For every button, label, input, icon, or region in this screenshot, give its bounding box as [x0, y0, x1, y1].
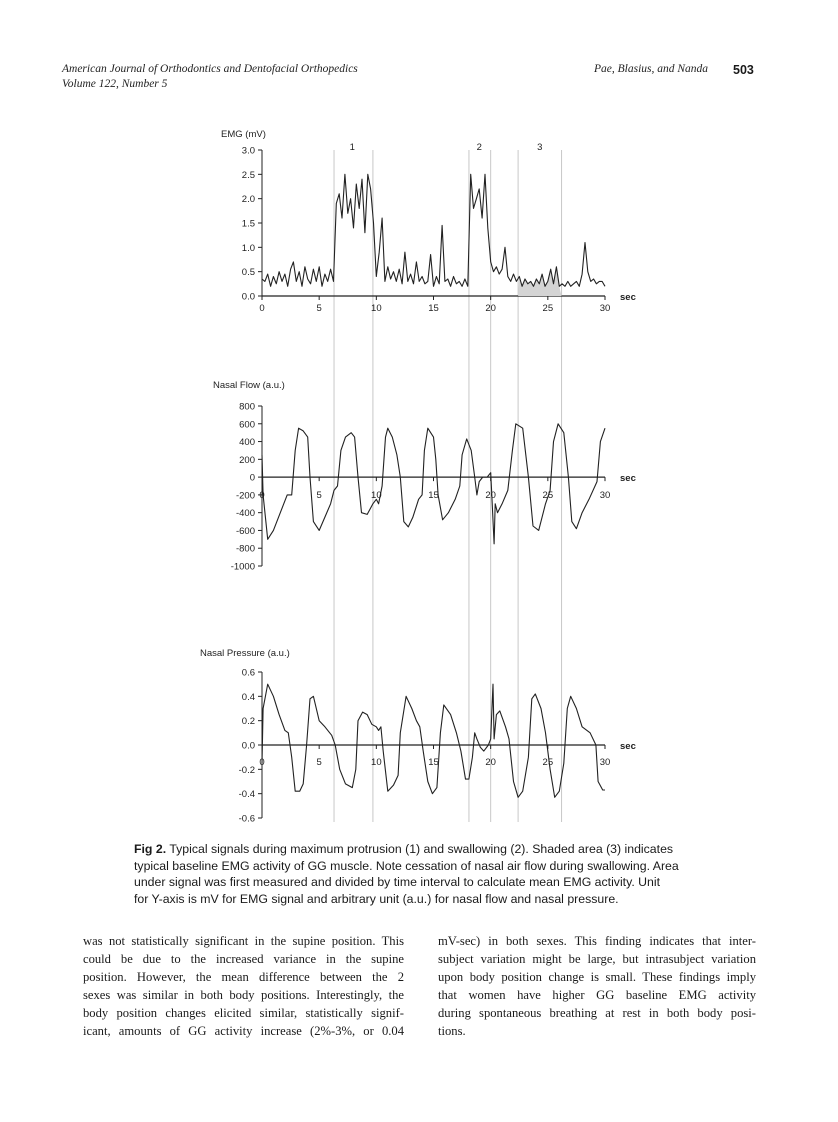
caption-line-1 — [134, 841, 712, 858]
x-axis-unit-label: sec — [620, 741, 636, 752]
x-tick-label: 30 — [599, 303, 611, 314]
y-tick-label: 200 — [239, 454, 255, 466]
x-tick-label: 0 — [259, 303, 265, 314]
x-tick-label: 25 — [542, 490, 554, 501]
y-tick-label: -1000 — [230, 561, 255, 573]
body-line: during spontaneous breathing at rest in both body posi- — [438, 1006, 756, 1020]
body-left-column — [83, 932, 404, 1040]
body-line: position. However, the mean difference between the 2 — [83, 970, 404, 984]
y-tick-label: 0 — [249, 472, 255, 484]
y-tick-label: 2.0 — [241, 194, 255, 206]
journal-title: American Journal of Orthodontics and Dentofacial Orthopedics — [62, 63, 358, 75]
x-tick-label: 15 — [428, 303, 439, 314]
x-tick-label: 25 — [542, 757, 554, 768]
caption-line-4: for Y-axis is mV for EMG signal and arbitrary unit (a.u.) for nasal flow and nasal pressure. — [134, 891, 619, 906]
y-tick-label: 800 — [239, 401, 255, 413]
y-tick-label: -0.4 — [238, 789, 255, 801]
x-tick-label: 25 — [542, 303, 554, 314]
x-tick-label: 5 — [316, 303, 322, 314]
x-tick-label: 20 — [485, 757, 496, 768]
chart-title: EMG (mV) — [221, 129, 266, 140]
y-tick-label: -0.2 — [238, 764, 255, 776]
y-tick-label: 400 — [239, 437, 255, 449]
y-tick-label: 3.0 — [241, 145, 255, 157]
x-tick-label: 30 — [599, 490, 611, 501]
x-tick-label: 10 — [371, 303, 382, 314]
body-line: mV-sec) in both sexes. This finding indicates that inter- — [438, 934, 756, 948]
x-tick-label: 20 — [485, 303, 496, 314]
signal-line — [262, 174, 605, 286]
body-line: body position changes elicited similar, statistically signif- — [83, 1006, 404, 1020]
x-tick-label: 5 — [316, 490, 322, 501]
chart-title: Nasal Pressure (a.u.) — [200, 648, 290, 659]
x-tick-label: 10 — [371, 490, 382, 501]
x-tick-label: 10 — [371, 757, 382, 768]
x-axis-unit-label: sec — [620, 473, 636, 485]
y-tick-label: -600 — [235, 525, 255, 537]
signal-line — [262, 424, 605, 544]
body-line: sexes was similar in both body positions. Interestingly, the — [83, 988, 404, 1002]
body-line: was not statistically significant in the supine position. This — [83, 934, 404, 948]
body-line: subject variation might be large, but intrasubject variation — [438, 952, 756, 966]
body-line: could be due to the increased variance in the supine — [83, 952, 404, 966]
x-tick-label: 30 — [599, 757, 611, 768]
event-label: 3 — [537, 142, 543, 153]
y-tick-label: 0.0 — [241, 291, 255, 303]
x-tick-label: 5 — [316, 757, 322, 768]
body-line: icant, amounts of GG activity increase (2%-3%, or 0.04 — [83, 1024, 404, 1038]
figure-caption — [134, 841, 712, 907]
caption-line-3: under signal was first measured and divided by time interval to calculate mean EMG activity. Unit — [134, 875, 661, 890]
x-tick-label: 20 — [485, 490, 496, 501]
x-tick-label: 15 — [428, 757, 439, 768]
y-tick-label: -200 — [235, 490, 255, 502]
x-axis-unit-label: sec — [620, 292, 636, 303]
page-number: 503 — [733, 63, 754, 77]
y-tick-label: -800 — [235, 543, 255, 555]
y-tick-label: 0.5 — [241, 267, 255, 279]
caption-line-2: typical baseline EMG activity of GG muscle. Note cessation of nasal air flow during swallowing. Area — [134, 858, 679, 873]
journal-volume: Volume 122, Number 5 — [62, 78, 168, 90]
event-label: 1 — [349, 142, 355, 153]
caption-text-1: Typical signals during maximum protrusion (1) and swallowing (2). Shaded area (3) indicates — [169, 842, 674, 856]
y-tick-label: -0.6 — [238, 813, 255, 825]
body-right-column — [438, 932, 756, 1040]
y-tick-label: 600 — [239, 419, 255, 431]
body-line: upon body position change is small. These findings imply — [438, 970, 756, 984]
y-tick-label: 0.2 — [241, 716, 255, 728]
event-label: 2 — [476, 142, 482, 153]
x-tick-label: 0 — [259, 757, 265, 768]
running-authors: Pae, Blasius, and Nanda — [594, 63, 709, 75]
y-tick-label: 0.4 — [241, 691, 255, 703]
signal-line — [262, 684, 605, 797]
caption-label: Fig 2. — [134, 842, 167, 856]
body-line: tions. — [438, 1024, 466, 1038]
y-tick-label: 0.6 — [241, 667, 255, 679]
y-tick-label: 1.0 — [241, 242, 255, 254]
x-tick-label: 0 — [259, 490, 265, 501]
x-tick-label: 15 — [428, 490, 439, 501]
y-tick-label: 1.5 — [241, 218, 255, 230]
y-tick-label: 2.5 — [241, 169, 255, 181]
y-tick-label: -400 — [235, 508, 255, 520]
body-line: that women have higher GG baseline EMG activity — [438, 988, 756, 1002]
chart-title: Nasal Flow (a.u.) — [213, 380, 285, 391]
y-tick-label: 0.0 — [241, 740, 255, 752]
